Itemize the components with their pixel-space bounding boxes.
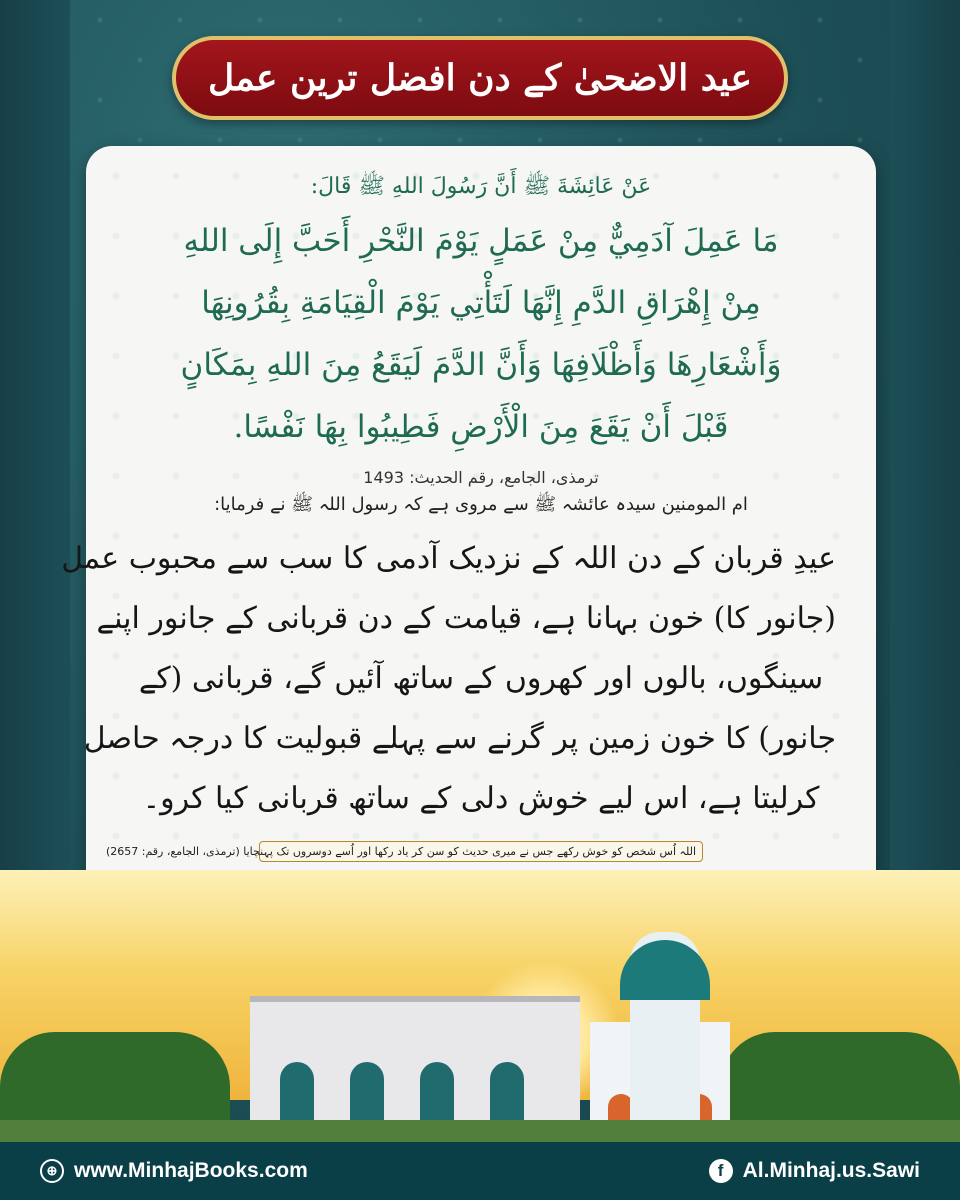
globe-icon: ⊕ (40, 1159, 64, 1183)
footer-bar (0, 1142, 960, 1200)
arabic-line: مِنْ إِهْرَاقِ الدَّمِ إِنَّهَا لَتَأْتِي يَوْمَ الْقِيَامَةِ بِقُرُونِهَا (201, 285, 761, 321)
urdu-intro: ام المومنین سیدہ عائشہ ﷺ سے مروی ہے کہ رسول اللہ ﷺ نے فرمایا: (214, 494, 748, 515)
urdu-line: (جانور کا) خون بہانا ہے، قیامت کے دن قربانی کے جانور اپنے (96, 601, 836, 636)
urdu-line: جانور) کا خون زمین پر گرنے سے پہلے قبولیت کا درجہ حاصل (83, 721, 836, 756)
arabic-line: وَأَشْعَارِهَا وَأَظْلَافِهَا وَأَنَّ الدَّمَ لَيَقَعُ مِنَ اللهِ بِمَكَانٍ (180, 347, 782, 383)
hadith-card (61, 146, 876, 956)
arabic-intro: عَنْ عَائِشَةَ ﷺ أَنَّ رَسُولَ اللهِ ﷺ قَالَ: (310, 174, 652, 199)
page-title: عید الاضحیٰ کے دن افضل ترین عمل (207, 57, 753, 99)
urdu-line: سینگوں، بالوں اور کھروں کے ساتھ آئیں گے، قربانی (کے (138, 661, 824, 696)
urdu-line: کرلیتا ہے، اس لیے خوش دلی کے ساتھ قربانی کیا کرو۔ (142, 781, 820, 816)
arabic-section (126, 172, 836, 487)
urdu-line: عیدِ قربان کے دن اللہ کے نزدیک آدمی کا سب سے محبوب عمل (61, 541, 836, 576)
arabic-line: قَبْلَ أَنْ يَقَعَ مِنَ الْأَرْضِ فَطِيبُوا بِهَا نَفْسًا. (233, 409, 729, 445)
hadith-reference: ترمذی، الجامع، رقم الحدیث: 1493 (363, 468, 599, 487)
ground (0, 1120, 960, 1142)
facebook-text: Al.Minhaj.us.Sawi (742, 1159, 920, 1182)
facebook-link[interactable] (709, 1159, 920, 1183)
title-banner (172, 36, 788, 120)
urdu-section (61, 493, 836, 862)
facebook-icon: f (709, 1159, 733, 1183)
website-text: www.MinhajBooks.com (74, 1159, 308, 1182)
arabic-line: مَا عَمِلَ آدَمِيٌّ مِنْ عَمَلٍ يَوْمَ النَّحْرِ أَحَبَّ إِلَى اللهِ (183, 223, 779, 259)
website-link[interactable] (40, 1159, 308, 1183)
footnote-box: اللہ اُس شخص کو خوش رکھے جس نے میری حدیث کو سن کر یاد رکھا اور اُسے دوسروں تک پہنچایا (ترمذی، الجامع، رقم: 2657) (259, 841, 703, 862)
